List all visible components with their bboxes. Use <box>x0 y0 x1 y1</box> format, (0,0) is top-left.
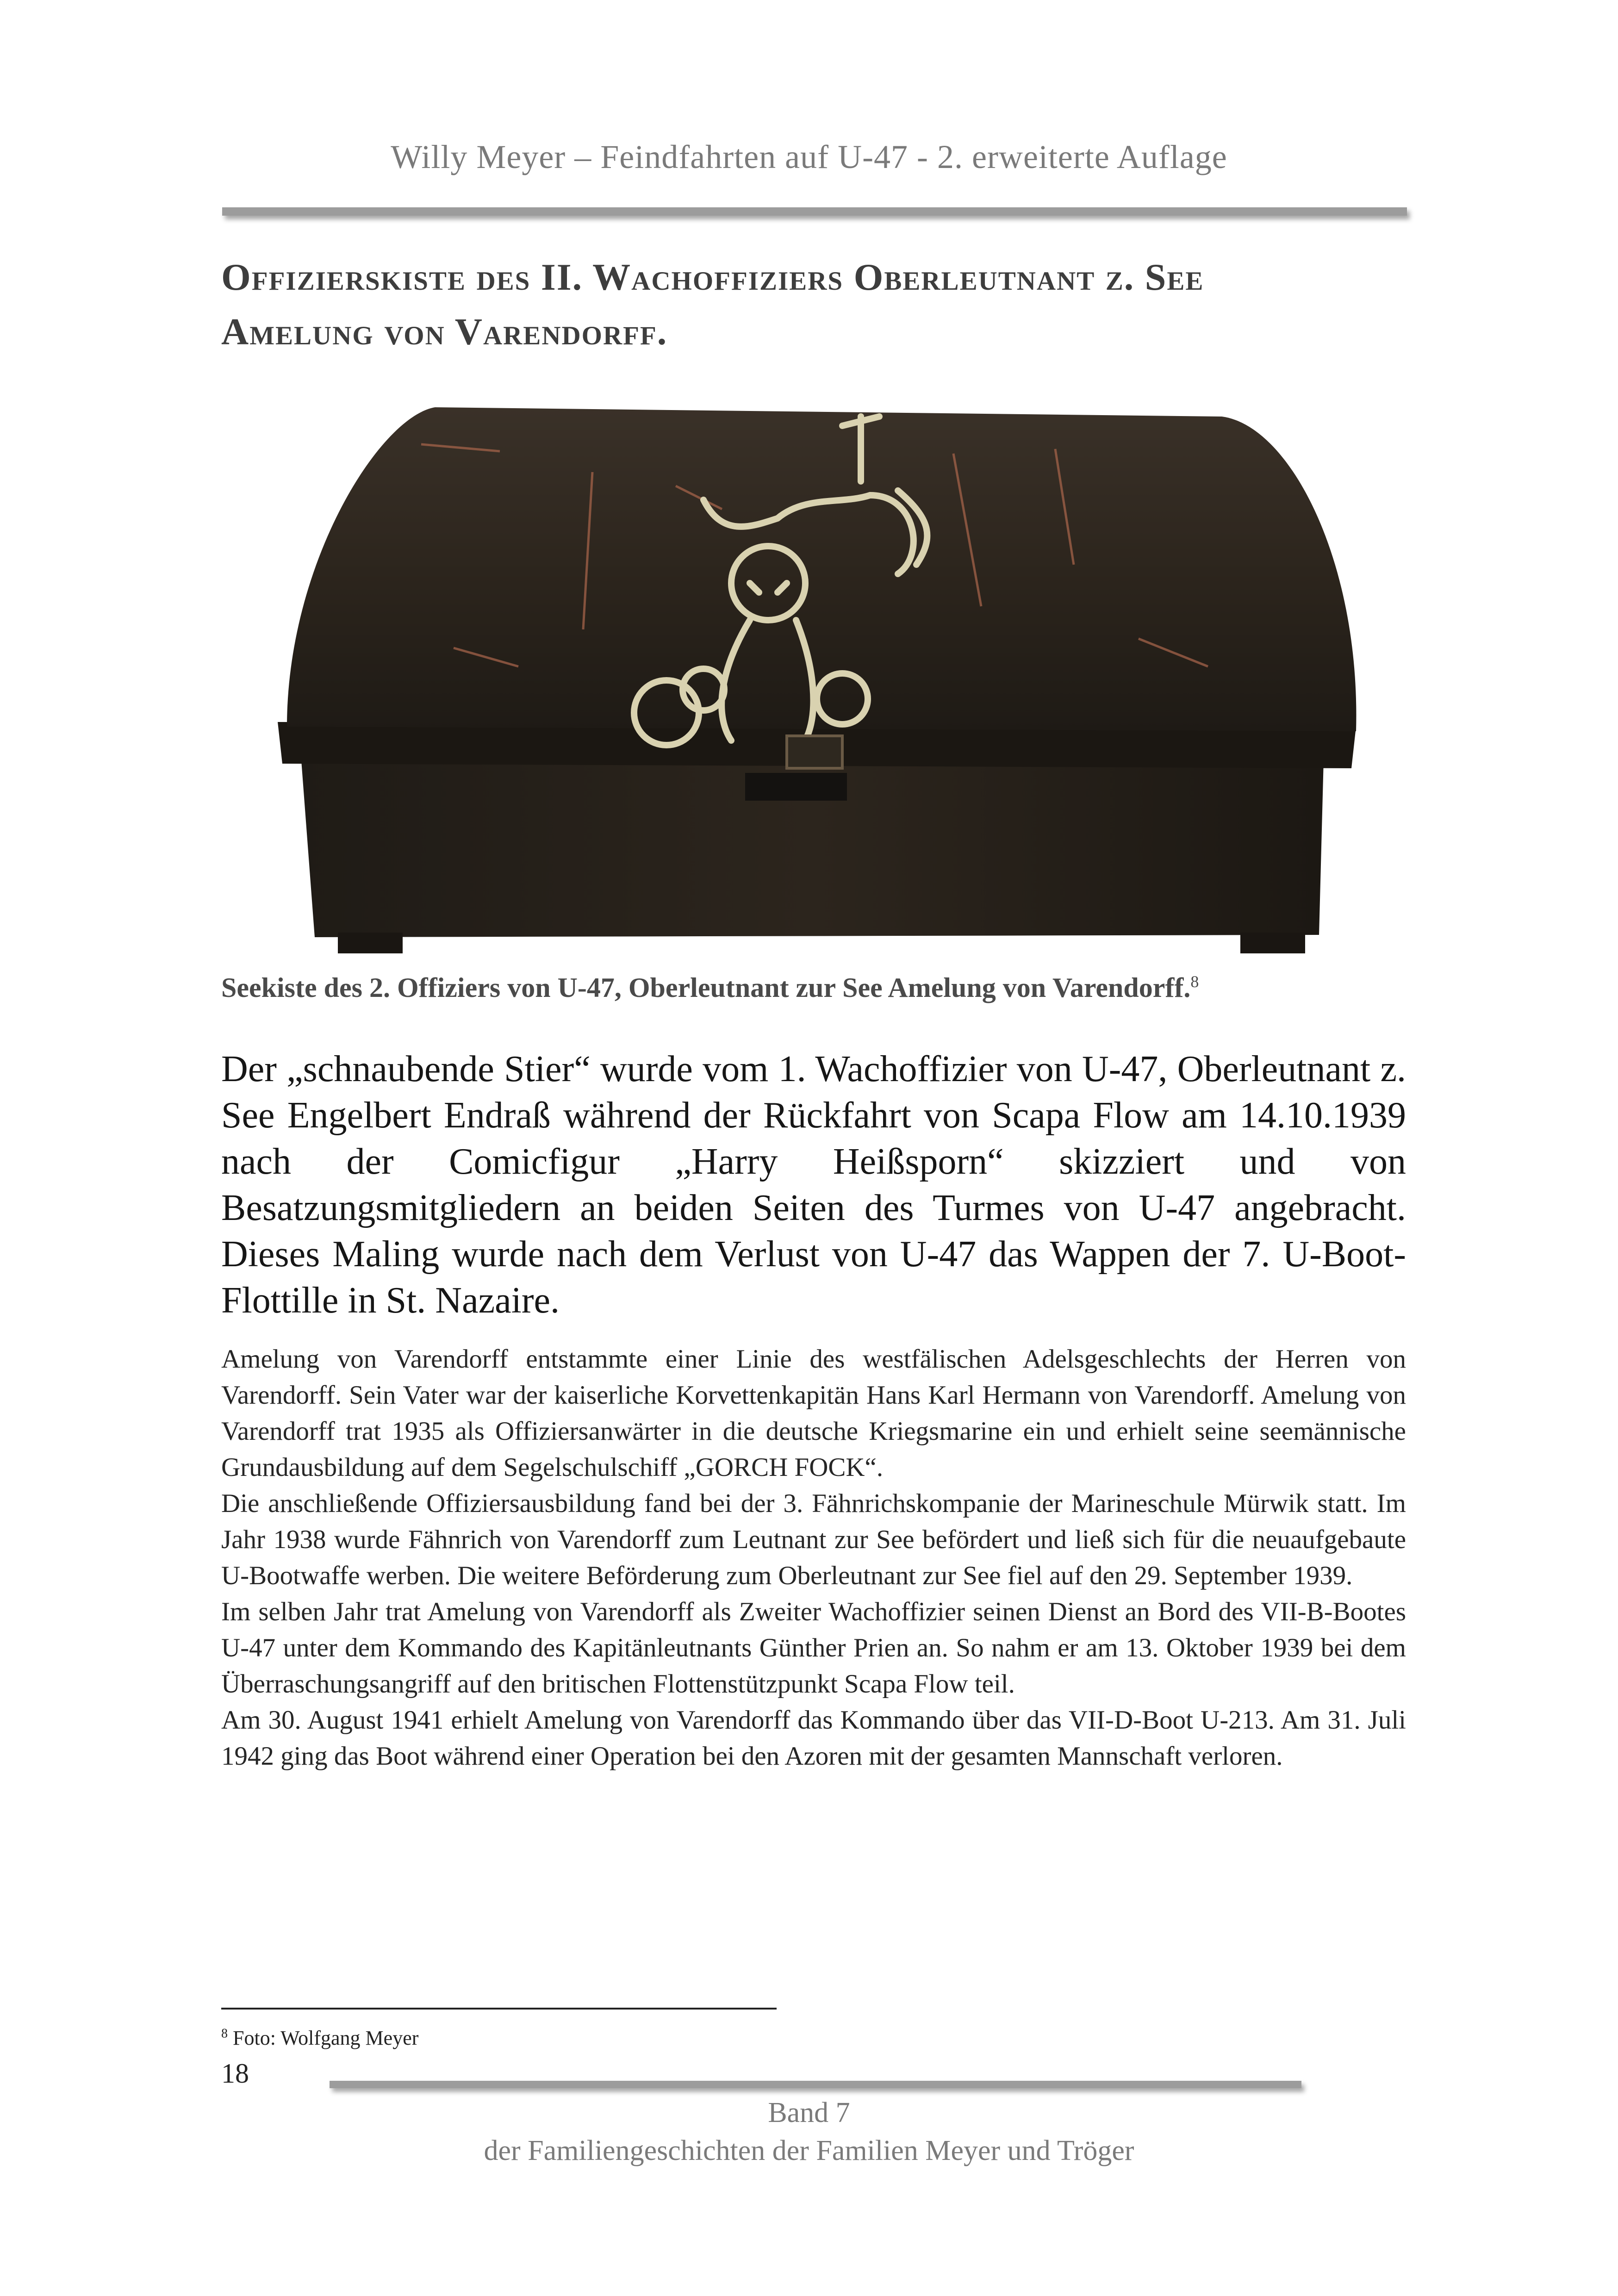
header-rule <box>222 207 1407 216</box>
body-paragraph: Amelung von Varendorff entstammte einer Linie des westfälischen Adelsgeschlechts der Herren von Varendorff. Sein Vater war der kaiserliche Korvettenkapitän Hans Karl Hermann von Varendorff. Amelung von Varendorff trat 1935 als Offiziersanwärter in die deutsche Kriegsmarine ein und erhielt seine seemännische Grundausbildung auf dem Segelschulschiff „GORCH FOCK“. <box>221 1344 1406 1482</box>
section-title-line-1: Offizierskiste des II. Wachoffiziers Oberleutnant z. See <box>221 256 1204 298</box>
footnote-text: Foto: Wolfgang Meyer <box>233 2027 419 2049</box>
body-paragraph: Am 30. August 1941 erhielt Amelung von Varendorff das Kommando über das VII-D-Boot U-213. Am 31. Juli 1942 ging das Boot während einer Operation bei den Azoren mit der gesamten Mannschaft verloren. <box>221 1705 1406 1771</box>
lock-hasp <box>787 736 842 768</box>
lock-plate <box>745 773 847 801</box>
footnote <box>221 2026 418 2050</box>
body-text <box>221 1341 1406 1774</box>
sea-chest-photo <box>259 389 1393 981</box>
footer-rule <box>330 2081 1301 2088</box>
running-header: Willy Meyer – Feindfahrten auf U-47 - 2. erweiterte Auflage <box>391 138 1227 175</box>
figure-caption <box>221 972 1406 1004</box>
chest-foot-left <box>338 933 403 953</box>
footer-series-title: der Familiengeschichten der Familien Meyer und Tröger <box>484 2135 1134 2166</box>
chest-foot-right <box>1240 933 1305 953</box>
body-paragraph: Im selben Jahr trat Amelung von Varendorff als Zweiter Wachoffizier seinen Dienst an Bord des VII-B-Bootes U-47 unter dem Kommando des Kapitänleutnants Günther Prien an. So nahm er am 13. Oktober 1939 bei dem Überraschungsangriff auf den britischen Flottenstützpunkt Scapa Flow teil. <box>221 1597 1406 1699</box>
body-paragraph: Die anschließende Offiziersausbildung fand bei der 3. Fähnrichskompanie der Marineschule Mürwik statt. Im Jahr 1938 wurde Fähnrich von Varendorff zum Leutnant zur See befördert und ließ sich für die neuaufgebaute U-Bootwaffe werben. Die weitere Beförderung zum Oberleutnant zur See fiel auf den 29. September 1939. <box>221 1489 1406 1590</box>
page-number: 18 <box>221 2058 249 2089</box>
footnote-ref[interactable]: 8 <box>1190 972 1199 991</box>
footnote-number: 8 <box>221 2026 228 2041</box>
figure-caption-text: Seekiste des 2. Offiziers von U-47, Oberleutnant zur See Amelung von Varendorff. <box>221 972 1191 1003</box>
footnote-separator <box>221 2008 777 2010</box>
lead-paragraph: Der „schnaubende Stier“ wurde vom 1. Wachoffizier von U-47, Oberleutnant z. See Engelbert Endraß während der Rückfahrt von Scapa Flow am 14.10.1939 nach der Comicfigur „Harry Heißsporn“ skizziert und von Besatzungsmitgliedern an beiden Seiten des Turmes von U-47 angebracht. Dieses Maling wurde nach dem Verlust von U-47 das Wappen der 7. U-Boot-Flottille in St. Nazaire. <box>221 1049 1406 1321</box>
section-title-line-2: Amelung von Varendorff. <box>221 311 668 353</box>
section-title <box>221 250 1406 359</box>
footer-volume: Band 7 <box>768 2097 850 2128</box>
